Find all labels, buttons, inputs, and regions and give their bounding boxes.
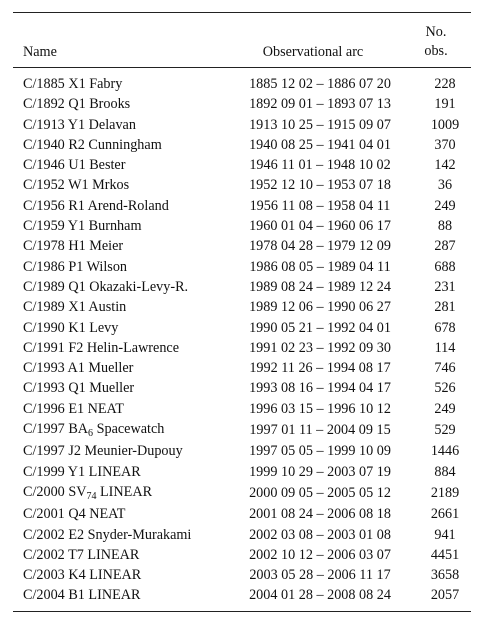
observational-arc-cell: 1989 08 24 – 1989 12 24 xyxy=(249,278,391,295)
observation-count-cell: 228 xyxy=(434,76,456,92)
observational-arc-cell: 1991 02 23 – 1992 09 30 xyxy=(249,339,391,356)
observation-count-cell: 884 xyxy=(434,463,456,480)
table-row xyxy=(13,462,471,482)
comet-name-cell: C/1999 Y1 LINEAR xyxy=(23,463,141,480)
table-row xyxy=(13,378,471,398)
comet-name-cell xyxy=(13,482,225,504)
observation-count-cell: 1446 xyxy=(430,443,460,460)
comet-name-cell: C/1986 P1 Wilson xyxy=(23,258,128,275)
comet-name-cell: C/1996 E1 NEAT xyxy=(23,400,124,417)
table-row xyxy=(13,196,471,216)
observational-arc-cell: 2004 01 28 – 2008 08 24 xyxy=(249,587,391,604)
comet-name-cell: C/1990 K1 Levy xyxy=(23,319,119,336)
observation-count-cell: 287 xyxy=(434,238,456,255)
comet-name-suffix: Spacewatch xyxy=(93,421,165,438)
observational-arc-cell: 1986 08 05 – 1989 04 11 xyxy=(249,258,391,275)
observation-count-cell: 1009 xyxy=(430,116,460,133)
comet-name-subscript: 74 xyxy=(86,490,97,502)
comet-name-prefix: C/2000 SV xyxy=(23,483,87,500)
comet-name-cell: C/2002 E2 Snyder-Murakami xyxy=(23,526,192,543)
observational-arc-cell: 1892 09 01 – 1893 07 13 xyxy=(249,96,391,113)
comet-name-cell: C/1946 U1 Bester xyxy=(23,157,126,174)
column-header-name: Name xyxy=(23,44,57,60)
observation-count-cell: 191 xyxy=(434,96,456,113)
table-row xyxy=(13,565,471,585)
table-row xyxy=(13,585,471,605)
column-header-number-of-observations xyxy=(401,13,471,67)
observational-arc-cell: 1997 01 11 – 2004 09 15 xyxy=(249,422,391,439)
table-row xyxy=(13,525,471,545)
observation-count-cell: 941 xyxy=(434,526,456,543)
observational-arc-cell: 1996 03 15 – 1996 10 12 xyxy=(249,400,391,417)
table-row xyxy=(13,441,471,461)
header-obs-line-2: obs. xyxy=(424,43,448,59)
table-row xyxy=(13,155,471,175)
observational-arc-cell: 1885 12 02 – 1886 07 20 xyxy=(249,76,391,92)
comet-name-suffix: LINEAR xyxy=(96,483,153,500)
table-row xyxy=(13,504,471,524)
observational-arc-cell: 2003 05 28 – 2006 11 17 xyxy=(249,567,391,584)
observation-count-cell: 142 xyxy=(434,157,456,174)
table-row xyxy=(13,482,471,504)
observational-arc-cell: 1997 05 05 – 1999 10 09 xyxy=(249,443,391,460)
table-row xyxy=(13,135,471,155)
comet-name-cell: C/1993 Q1 Mueller xyxy=(23,380,135,397)
observational-arc-cell: 1978 04 28 – 1979 12 09 xyxy=(249,238,391,255)
data-table xyxy=(13,13,471,67)
table-row xyxy=(13,399,471,419)
observational-arc-cell: 2002 10 12 – 2006 03 07 xyxy=(249,546,391,563)
table-row xyxy=(13,257,471,277)
comet-name-cell: C/1997 J2 Meunier-Dupouy xyxy=(23,443,183,460)
comet-name-cell: C/2003 K4 LINEAR xyxy=(23,567,142,584)
table-row xyxy=(13,115,471,135)
table-row xyxy=(13,358,471,378)
observational-arc-cell: 1940 08 25 – 1941 04 01 xyxy=(249,136,391,153)
observation-count-cell: 678 xyxy=(434,319,456,336)
observation-count-cell: 526 xyxy=(434,380,456,397)
comet-observation-table xyxy=(13,12,471,612)
observation-count-cell: 114 xyxy=(434,339,456,356)
comet-name-cell: C/1993 A1 Mueller xyxy=(23,360,134,377)
observational-arc-cell: 1990 05 21 – 1992 04 01 xyxy=(249,319,391,336)
observation-count-cell: 249 xyxy=(434,400,456,417)
observation-count-cell: 3658 xyxy=(430,567,460,584)
observational-arc-cell: 1960 01 04 – 1960 06 17 xyxy=(249,218,391,235)
observational-arc-cell: 1913 10 25 – 1915 09 07 xyxy=(249,116,391,133)
observation-count-cell: 746 xyxy=(434,360,456,377)
comet-name-cell: C/1991 F2 Helin-Lawrence xyxy=(23,339,180,356)
table-row xyxy=(13,236,471,256)
observation-count-cell: 2661 xyxy=(430,506,460,523)
observational-arc-cell: 1946 11 01 – 1948 10 02 xyxy=(249,157,391,174)
observation-count-cell: 2189 xyxy=(430,484,460,501)
observation-count-cell: 36 xyxy=(437,177,453,194)
comet-name-subscript: 6 xyxy=(88,428,94,440)
comet-name-cell: C/1956 R1 Arend-Roland xyxy=(23,197,169,214)
observational-arc-cell: 1999 10 29 – 2003 07 19 xyxy=(249,463,391,480)
observation-count-cell: 231 xyxy=(434,278,456,295)
observational-arc-cell: 2001 08 24 – 2006 08 18 xyxy=(249,506,391,523)
table-row xyxy=(13,338,471,358)
bottom-rule xyxy=(13,611,471,612)
observational-arc-cell: 1952 12 10 – 1953 07 18 xyxy=(249,177,391,194)
column-header-observational-arc: Observational arc xyxy=(262,44,364,60)
observational-arc-cell: 1989 12 06 – 1990 06 27 xyxy=(249,299,391,316)
observational-arc-cell: 1992 11 26 – 1994 08 17 xyxy=(249,360,391,377)
comet-name-cell: C/2002 T7 LINEAR xyxy=(23,546,140,563)
observational-arc-cell: 2000 09 05 – 2005 05 12 xyxy=(249,484,391,501)
table-row xyxy=(13,545,471,565)
observation-count-cell: 88 xyxy=(437,218,453,235)
table-row xyxy=(13,318,471,338)
observational-arc-cell: 2002 03 08 – 2003 01 08 xyxy=(249,526,391,543)
comet-name-cell: C/1978 H1 Meier xyxy=(23,238,124,255)
table-row xyxy=(13,74,471,94)
comet-name-cell: C/1940 R2 Cunningham xyxy=(23,136,162,153)
comet-name-cell: C/1952 W1 Mrkos xyxy=(23,177,130,194)
comet-name-cell: C/1959 Y1 Burnham xyxy=(23,218,142,235)
comet-name-cell: C/1913 Y1 Delavan xyxy=(23,116,136,133)
header-row xyxy=(13,13,471,67)
comet-name-cell: C/1989 Q1 Okazaki-Levy-R. xyxy=(23,278,189,295)
observation-count-cell: 249 xyxy=(434,197,456,214)
table-body xyxy=(13,68,471,611)
table-row xyxy=(13,94,471,114)
table-row xyxy=(13,419,471,441)
comet-name-prefix: C/1997 BA xyxy=(23,421,89,438)
observation-count-cell: 281 xyxy=(434,299,456,316)
comet-name-cell: C/1892 Q1 Brooks xyxy=(23,96,131,113)
header-obs-line-1: No. xyxy=(425,24,447,40)
data-table-body xyxy=(13,68,471,611)
comet-name-cell: C/2001 Q4 NEAT xyxy=(23,506,126,523)
observational-arc-cell: 1956 11 08 – 1958 04 11 xyxy=(249,197,391,214)
table-row xyxy=(13,297,471,317)
table-row xyxy=(13,277,471,297)
observation-count-cell: 2057 xyxy=(430,587,460,604)
observational-arc-cell: 1993 08 16 – 1994 04 17 xyxy=(249,380,391,397)
comet-name-cell: C/1989 X1 Austin xyxy=(23,299,127,316)
observation-count-cell: 688 xyxy=(434,258,456,275)
table-row xyxy=(13,175,471,195)
observation-count-cell: 370 xyxy=(434,136,456,153)
comet-name-cell: C/1885 X1 Fabry xyxy=(23,76,123,92)
observation-count-cell: 4451 xyxy=(430,546,460,563)
table-row xyxy=(13,216,471,236)
observation-count-cell: 529 xyxy=(434,422,456,439)
comet-name-cell: C/2004 B1 LINEAR xyxy=(23,587,141,604)
comet-name-cell xyxy=(13,419,225,441)
